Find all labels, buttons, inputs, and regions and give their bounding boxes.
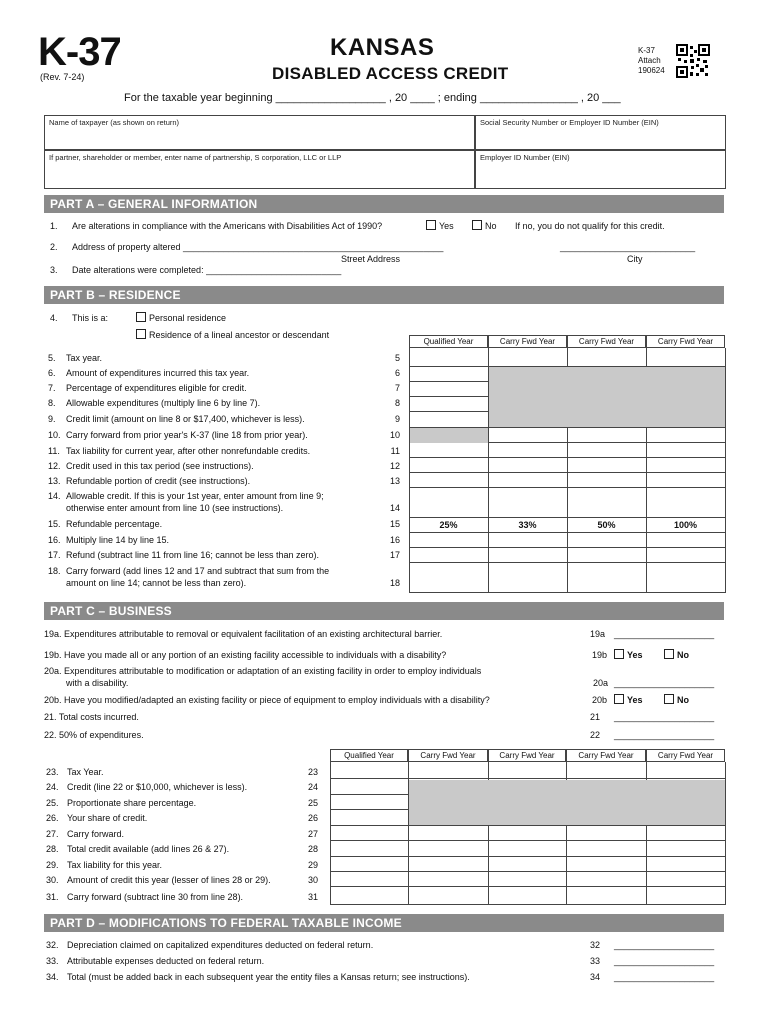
column-divider	[330, 762, 331, 905]
line-1-note: If no, you do not qualify for this credit.	[515, 221, 665, 231]
line-text: Refundable portion of credit (see instructions).	[66, 476, 251, 486]
checkbox-icon[interactable]	[136, 312, 146, 322]
line-number: 8.	[48, 398, 56, 408]
line-ref: 17	[389, 550, 400, 560]
line-ref: 14	[389, 503, 400, 513]
personal-residence-label: Personal residence	[149, 313, 227, 323]
line-2-number: 2.	[50, 242, 58, 252]
column-header: Qualified Year	[330, 749, 408, 762]
line-text: Tax liability for current year, after other nonrefundable credits.	[66, 446, 311, 456]
line-text: Your share of credit.	[67, 813, 148, 823]
part-b-header: PART B – RESIDENCE	[44, 286, 724, 304]
line-ref: 25	[307, 798, 318, 808]
line-19b-no[interactable]	[664, 649, 689, 660]
qr-code-icon	[676, 44, 710, 78]
line-20a-field[interactable]: ____________________	[614, 678, 715, 688]
line-1-no[interactable]	[472, 220, 497, 231]
line-ref: 6	[394, 368, 400, 378]
table-row[interactable]	[330, 826, 725, 841]
line-ref: 8	[394, 398, 400, 408]
line-19b-text: 19b. Have you made all or any portion of an existing facility accessible to individuals with a disability?	[44, 650, 447, 660]
percentage-value: 50%	[597, 520, 616, 530]
line-text: Refundable percentage.	[66, 519, 163, 529]
column-header: Carry Fwd Year	[488, 749, 566, 762]
line-text: Credit used in this tax period (see instructions).	[66, 461, 254, 471]
line-20b-ref: 20b	[591, 695, 607, 705]
partner-name-label: If partner, shareholder or member, enter name of partnership, S corporation, LLC or LLP	[49, 153, 342, 162]
line-20a-ref: 20a	[592, 678, 608, 688]
line-19b-yes[interactable]	[614, 649, 643, 660]
line-ref: 34	[589, 972, 600, 982]
table-row[interactable]	[330, 872, 725, 887]
line-22-text: 22. 50% of expenditures.	[44, 730, 144, 740]
table-row[interactable]	[330, 841, 725, 857]
column-header: Carry Fwd Year	[646, 335, 725, 348]
line-number: 17.	[48, 550, 61, 560]
no-label: No	[485, 221, 497, 231]
attach-label: Attach	[638, 56, 661, 65]
line-field[interactable]: ____________________	[614, 940, 715, 950]
line-text: Tax liability for this year.	[67, 860, 163, 870]
line-number: 26.	[46, 813, 59, 823]
line-ref: 32	[589, 940, 600, 950]
line-number: 13.	[48, 476, 61, 486]
line-19a-text: 19a. Expenditures attributable to removal or equivalent facilitation of an existing architectural barrier.	[44, 629, 443, 639]
column-header: Carry Fwd Year	[566, 749, 646, 762]
line-text: Tax year.	[66, 353, 103, 363]
column-divider	[725, 348, 726, 593]
column-divider	[725, 762, 726, 905]
line-number: 33.	[46, 956, 59, 966]
line-number: 34.	[46, 972, 59, 982]
line-number: 11.	[48, 446, 60, 456]
line-number: 15.	[48, 519, 61, 529]
line-field[interactable]: ____________________	[614, 972, 715, 982]
line-text-continued: amount on line 14; cannot be less than zero).	[66, 578, 247, 588]
line-ref: 10	[389, 430, 400, 440]
part-d-header: PART D – MODIFICATIONS TO FEDERAL TAXABLE INCOME	[44, 914, 724, 932]
line-ref: 27	[307, 829, 318, 839]
checkbox-icon[interactable]	[472, 220, 482, 230]
column-header: Carry Fwd Year	[488, 335, 567, 348]
table-row[interactable]	[330, 887, 725, 905]
state-heading: KANSAS	[330, 34, 435, 61]
line-text: Attributable expenses deducted on federal return.	[67, 956, 265, 966]
line-number: 14.	[48, 491, 61, 501]
line-ref: 18	[389, 578, 400, 588]
line-text: Carry forward from prior year's K-37 (line 18 from prior year).	[66, 430, 308, 440]
column-header: Qualified Year	[409, 335, 488, 348]
line-text-continued: otherwise enter amount from line 10 (see instructions).	[66, 503, 284, 513]
part-c-header: PART C – BUSINESS	[44, 602, 724, 620]
line-text: Carry forward (subtract line 30 from line 28).	[67, 892, 244, 902]
checkbox-icon[interactable]	[426, 220, 436, 230]
line-2-city-field[interactable]: ___________________________	[560, 242, 696, 252]
line-20a-text-2: with a disability.	[66, 678, 129, 688]
percentage-value: 100%	[673, 520, 698, 530]
line-number: 9.	[48, 414, 56, 424]
column-header: Carry Fwd Year	[408, 749, 488, 762]
line-number: 32.	[46, 940, 59, 950]
line-20a-text: 20a. Expenditures attributable to modification or adaptation of an existing facility in order to employ individuals	[44, 666, 482, 676]
column-header: Carry Fwd Year	[567, 335, 646, 348]
part-a-header: PART A – GENERAL INFORMATION	[44, 195, 724, 213]
line-number: 12.	[48, 461, 61, 471]
line-21-ref: 21	[589, 712, 600, 722]
line-text: Depreciation claimed on capitalized expenditures deducted on federal return.	[67, 940, 374, 950]
line-19a-ref: 19a	[589, 629, 605, 639]
line-22-field[interactable]: ____________________	[614, 730, 715, 740]
ein-label: Employer ID Number (EIN)	[480, 153, 570, 162]
line-ref: 7	[394, 383, 400, 393]
shaded-cell	[410, 428, 488, 443]
line-text: Allowable credit. If this is your 1st year, enter amount from line 9;	[66, 491, 324, 501]
personal-residence-option[interactable]	[136, 312, 226, 323]
table-row[interactable]	[330, 857, 725, 872]
revision: (Rev. 7-24)	[40, 72, 85, 82]
line-ref: 24	[307, 782, 318, 792]
line-ref: 12	[389, 461, 400, 471]
column-header: Carry Fwd Year	[646, 749, 725, 762]
line-field[interactable]: ____________________	[614, 956, 715, 966]
line-ref: 11	[390, 446, 400, 456]
line-ref: 33	[589, 956, 600, 966]
checkbox-icon[interactable]	[614, 694, 624, 704]
line-20b-text: 20b. Have you modified/adapted an existing facility or piece of equipment to employ individuals with a disability?	[44, 695, 490, 705]
line-ref: 5	[394, 353, 400, 363]
line-19a-field[interactable]: ____________________	[614, 629, 715, 639]
line-3-number: 3.	[50, 265, 58, 275]
line-text: Carry forward.	[67, 829, 125, 839]
line-4-text: This is a:	[72, 313, 109, 323]
line-number: 16.	[48, 535, 61, 545]
line-1-yes[interactable]	[426, 220, 454, 231]
city-label: City	[627, 254, 643, 264]
tax-year-line[interactable]: For the taxable year beginning __________________ , 20 ____ ; ending ________________ , 20 ___	[124, 92, 621, 104]
line-ref: 15	[389, 519, 400, 529]
line-text: Credit limit (amount on line 8 or $17,400, whichever is less).	[66, 414, 305, 424]
line-1-number: 1.	[50, 221, 58, 231]
line-4-number: 4.	[50, 313, 58, 323]
line-text: Proportionate share percentage.	[67, 798, 197, 808]
line-number: 28.	[46, 844, 59, 854]
line-number: 30.	[46, 875, 59, 885]
shaded-block	[489, 367, 725, 427]
shaded-block	[409, 780, 725, 825]
line-text: Total (must be added back in each subsequent year the entity files a Kansas return; see instructions).	[67, 972, 470, 982]
line-text: Carry forward (add lines 12 and 17 and subtract that sum from the	[66, 566, 330, 576]
line-ref: 23	[307, 767, 318, 777]
line-number: 7.	[48, 383, 56, 393]
line-ref: 16	[389, 535, 400, 545]
line-ref: 9	[394, 414, 400, 424]
line-21-field[interactable]: ____________________	[614, 712, 715, 722]
checkbox-icon[interactable]	[664, 694, 674, 704]
line-22-ref: 22	[589, 730, 600, 740]
line-21-text: 21. Total costs incurred.	[44, 712, 139, 722]
form-title: DISABLED ACCESS CREDIT	[272, 64, 509, 83]
lineal-residence-label: Residence of a lineal ancestor or descendant	[149, 330, 330, 340]
line-20b-yes[interactable]	[614, 694, 643, 705]
line-2-text[interactable]: Address of property altered ____________________________________________________	[72, 242, 444, 252]
percentage-value: 33%	[518, 520, 537, 530]
percentage-value: 25%	[439, 520, 458, 530]
lineal-residence-option[interactable]	[136, 329, 329, 340]
line-text: Refund (subtract line 11 from line 16; cannot be less than zero).	[66, 550, 319, 560]
taxpayer-name-label: Name of taxpayer (as shown on return)	[49, 118, 180, 127]
line-text: Amount of credit this year (lesser of lines 28 or 29).	[67, 875, 271, 885]
line-text: Credit (line 22 or $10,000, whichever is less).	[67, 782, 248, 792]
line-number: 25.	[46, 798, 59, 808]
line-number: 24.	[46, 782, 59, 792]
attach-id: 190624	[638, 66, 665, 75]
line-ref: 31	[307, 892, 318, 902]
yes-label: Yes	[439, 221, 454, 231]
no-label: No	[677, 695, 689, 705]
checkbox-icon[interactable]	[136, 329, 146, 339]
line-1-text: Are alterations in compliance with the Americans with Disabilities Act of 1990?	[72, 221, 383, 231]
line-text: Percentage of expenditures eligible for credit.	[66, 383, 247, 393]
line-number: 5.	[48, 353, 56, 363]
checkbox-icon[interactable]	[664, 649, 674, 659]
line-3-text[interactable]: Date alterations were completed: ___________________________	[72, 265, 342, 275]
line-number: 18.	[48, 566, 61, 576]
line-number: 6.	[48, 368, 56, 378]
form-number: K-37	[38, 30, 121, 74]
yes-label: Yes	[627, 695, 643, 705]
yes-label: Yes	[627, 650, 643, 660]
table-row[interactable]	[330, 764, 725, 779]
line-number: 27.	[46, 829, 59, 839]
line-text: Tax Year.	[67, 767, 104, 777]
line-text: Amount of expenditures incurred this tax year.	[66, 368, 250, 378]
attach-code: K-37	[638, 46, 655, 55]
line-ref: 29	[307, 860, 318, 870]
line-number: 29.	[46, 860, 59, 870]
line-number: 23.	[46, 767, 59, 777]
line-19b-ref: 19b	[591, 650, 607, 660]
line-text: Total credit available (add lines 26 & 27).	[67, 844, 230, 854]
no-label: No	[677, 650, 689, 660]
checkbox-icon[interactable]	[614, 649, 624, 659]
column-divider	[409, 348, 410, 593]
line-text: Allowable expenditures (multiply line 6 by line 7).	[66, 398, 261, 408]
attach-block	[638, 46, 665, 76]
line-ref: 26	[307, 813, 318, 823]
line-text: Multiply line 14 by line 15.	[66, 535, 170, 545]
line-ref: 13	[389, 476, 400, 486]
line-ref: 30	[307, 875, 318, 885]
line-number: 10.	[48, 430, 61, 440]
ssn-ein-label: Social Security Number or Employer ID Number (EIN)	[480, 118, 659, 127]
line-number: 31.	[46, 892, 59, 902]
line-20b-no[interactable]	[664, 694, 689, 705]
line-ref: 28	[307, 844, 318, 854]
street-address-label: Street Address	[341, 254, 401, 264]
